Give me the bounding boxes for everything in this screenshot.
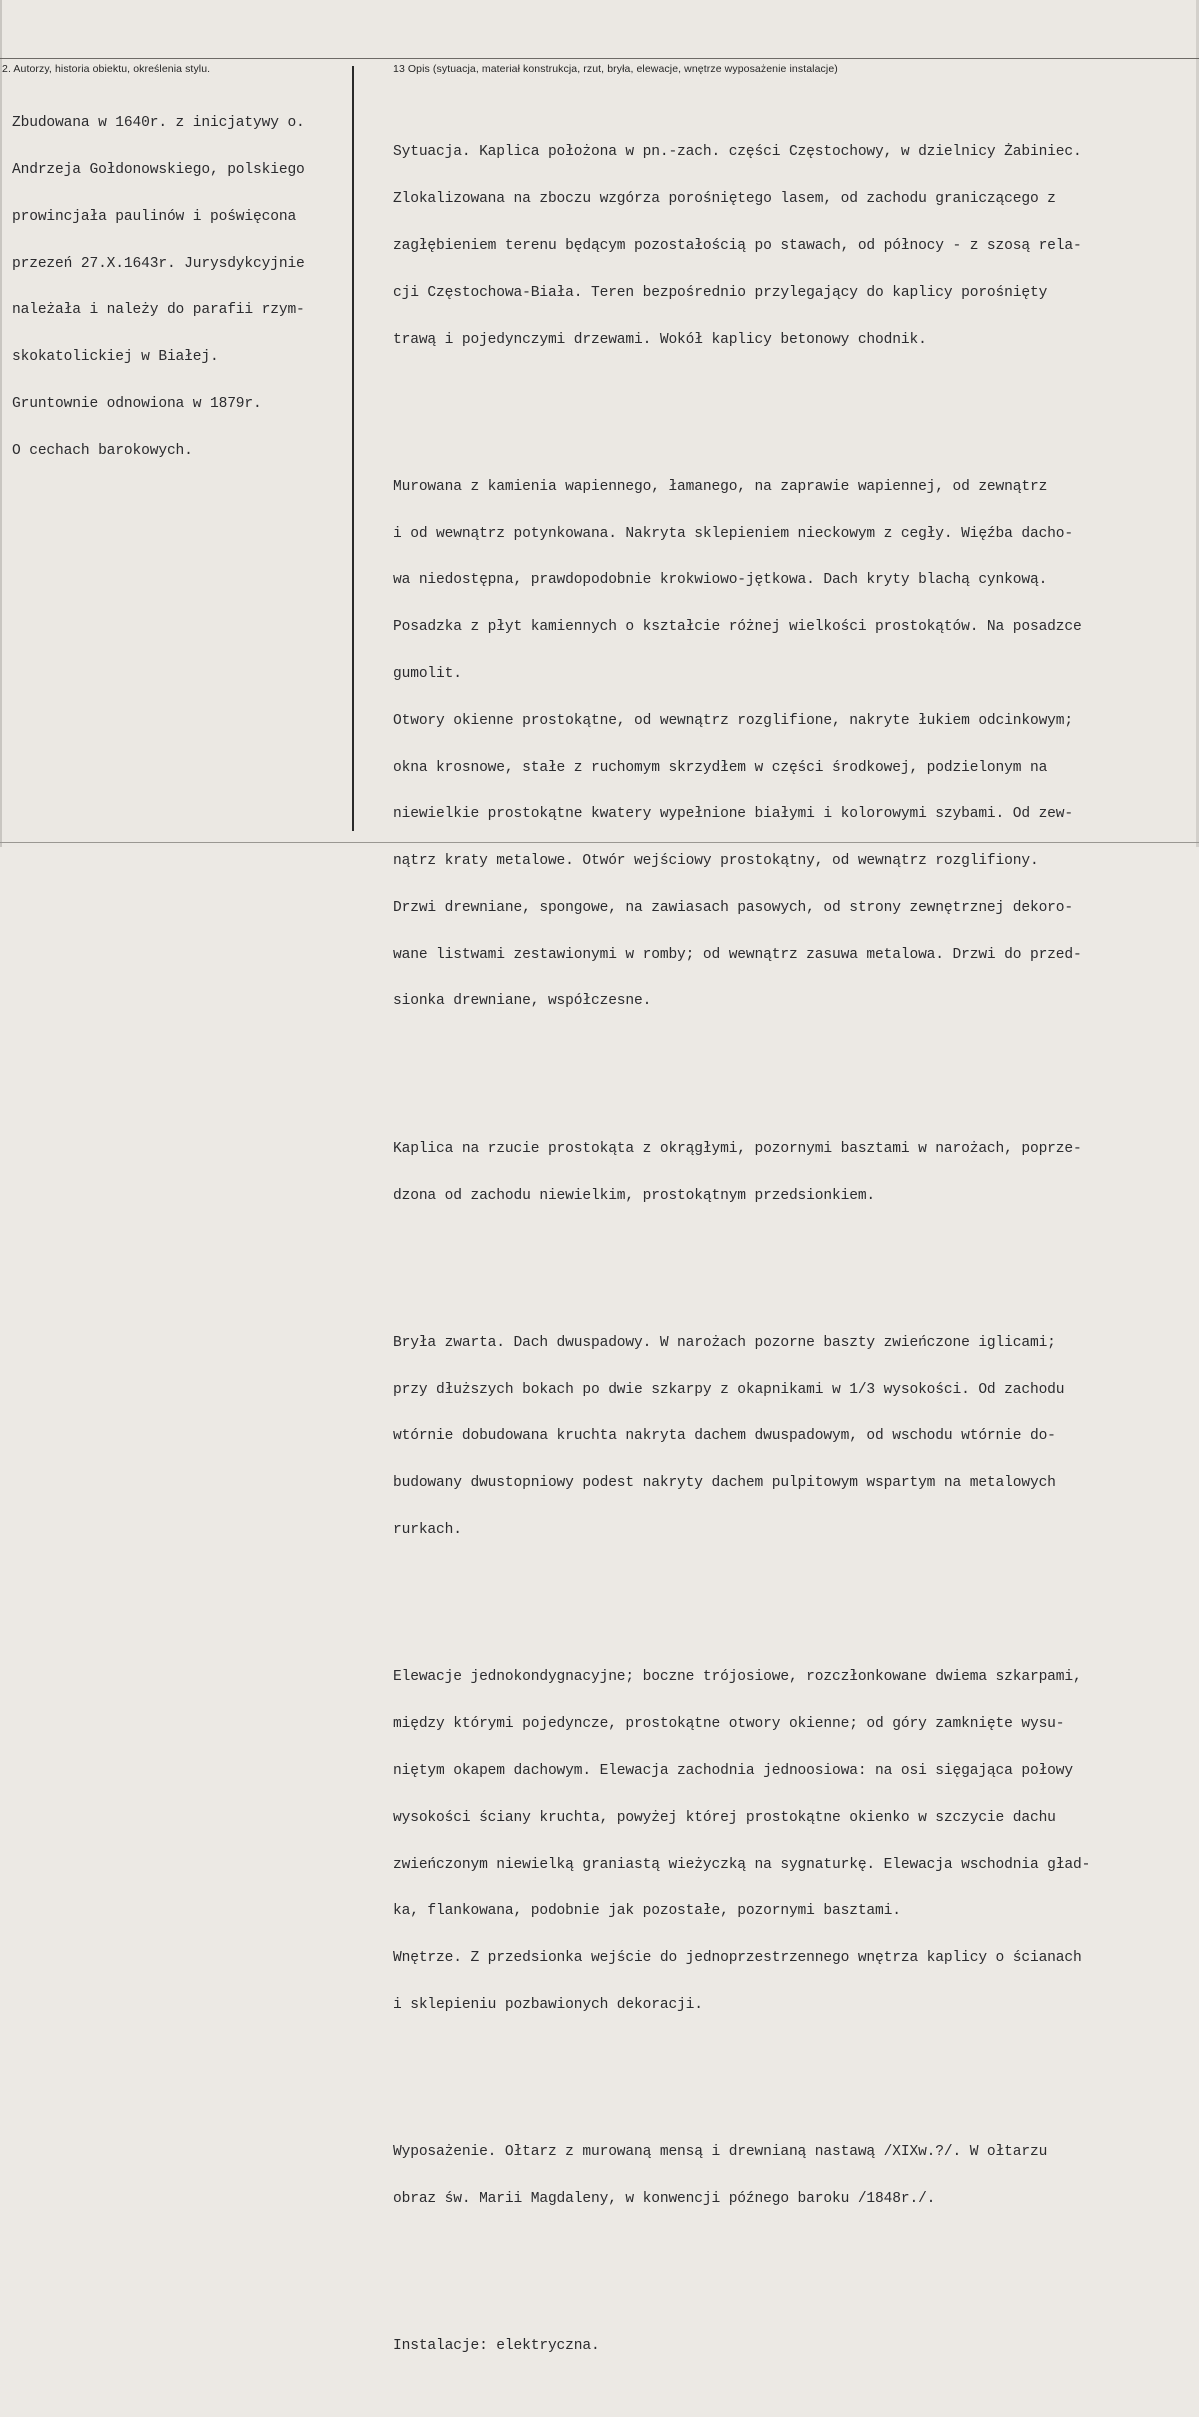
description-line: Posadzka z płyt kamiennych o kształcie różnej wielkości prostokątów. Na posadzce <box>393 619 1082 636</box>
sheet-left-edge <box>0 0 2 847</box>
description-line: między którymi pojedyncze, prostokątne otwory okienne; od góry zamknięte wysu- <box>393 1716 1065 1733</box>
description-line: Bryła zwarta. Dach dwuspadowy. W narożach pozorne baszty zwieńczone iglicami; <box>393 1334 1056 1351</box>
description-line: wtórnie dobudowana kruchta nakryta dachem dwuspadowym, od wschodu wtórnie do- <box>393 1428 1056 1445</box>
description-line: i sklepieniu pozbawionych dekoracji. <box>393 1996 703 2013</box>
description-line: dzona od zachodu niewielkim, prostokątnym przedsionkiem. <box>393 1187 876 1204</box>
description-line: rurkach. <box>393 1522 462 1539</box>
description-line: Wnętrze. Z przedsionka wejście do jednoprzestrzennego wnętrza kaplicy o ścianach <box>393 1950 1082 1967</box>
history-line: prowincjała paulinów i poświęcona <box>12 208 297 225</box>
description-line: wysokości ściany kruchta, powyżej której prostokątne okienko w szczycie dachu <box>393 1809 1056 1826</box>
description-line: wa niedostępna, prawdopodobnie krokwiowo-jętkowa. Dach kryty blachą cynkową. <box>393 572 1048 589</box>
paragraph-elevations-interior <box>393 1639 1193 2044</box>
description-line: Elewacje jednokondygnacyjne; boczne trójosiowe, rozczłonkowane dwiema szkarpami, <box>393 1669 1082 1686</box>
description-line: i od wewnątrz potynkowana. Nakryta sklepieniem nieckowym z cegły. Więźba dacho- <box>393 525 1074 542</box>
description-line: zagłębieniem terenu będącym pozostałością po stawach, od północy - z szosą rela- <box>393 237 1082 254</box>
description-line: wane listwami zestawionymi w romby; od wewnątrz zasuwa metalowa. Drzwi do przed- <box>393 946 1082 963</box>
description-line: Sytuacja. Kaplica położona w pn.-zach. części Częstochowy, w dzielnicy Żabiniec. <box>393 144 1082 161</box>
left-column-header: 2. Autorzy, historia obiektu, określenia stylu. <box>2 63 211 75</box>
description-line: nątrz kraty metalowe. Otwór wejściowy prostokątny, od wewnątrz rozglifiony. <box>393 853 1039 870</box>
column-divider <box>352 66 354 831</box>
description-line: niętym okapem dachowym. Elewacja zachodnia jednoosiowa: na osi sięgająca połowy <box>393 1762 1074 1779</box>
description-line: Murowana z kamienia wapiennego, łamanego, na zaprawie wapiennej, od zewnątrz <box>393 478 1048 495</box>
history-line: O cechach barokowych. <box>12 442 193 459</box>
description-line: Otwory okienne prostokątne, od wewnątrz rozglifione, nakryte łukiem odcinkowym; <box>393 712 1074 729</box>
history-line: skokatolickiej w Białej. <box>12 349 219 366</box>
paragraph-situation <box>393 114 1193 379</box>
description-line: Drzwi drewniane, spongowe, na zawiasach pasowych, od strony zewnętrznej dekoro- <box>393 899 1074 916</box>
description-line: zwieńczonym niewielką graniastą wieżyczką na sygnaturkę. Elewacja wschodnia gład- <box>393 1856 1091 1873</box>
history-text <box>12 85 305 490</box>
paragraph-furnishings <box>393 2114 1193 2239</box>
right-column-header: 13 Opis (sytuacja, materiał konstrukcja, rzut, bryła, elewacje, wnętrze wyposażenie instalacje) <box>393 63 838 75</box>
paragraph-material-construction <box>393 449 1193 1042</box>
description-line: przy dłuższych bokach po dwie szkarpy z okapnikami w 1/3 wysokości. Od zachodu <box>393 1381 1065 1398</box>
description-line: budowany dwustopniowy podest nakryty dachem pulpitowym wspartym na metalowych <box>393 1475 1056 1492</box>
description-line: Zlokalizowana na zboczu wzgórza porośniętego lasem, od zachodu graniczącego z <box>393 191 1056 208</box>
history-line: przezeń 27.X.1643r. Jurysdykcyjnie <box>12 255 305 272</box>
description-line: okna krosnowe, stałe z ruchomym skrzydłem w części środkowej, podzielonym na <box>393 759 1048 776</box>
description-line: cji Częstochowa-Biała. Teren bezpośrednio przylegający do kaplicy porośnięty <box>393 284 1048 301</box>
description-line: Kaplica na rzucie prostokąta z okrągłymi, pozornymi basztami w narożach, poprze- <box>393 1140 1082 1157</box>
description-text <box>393 83 1193 2417</box>
description-line: Instalacje: elektryczna. <box>393 2338 600 2355</box>
description-line: obraz św. Marii Magdaleny, w konwencji późnego baroku /1848r./. <box>393 2190 936 2207</box>
header-rule <box>0 58 1199 59</box>
paragraph-installations <box>393 2308 1193 2386</box>
history-line: Andrzeja Gołdonowskiego, polskiego <box>12 161 305 178</box>
history-line: Zbudowana w 1640r. z inicjatywy o. <box>12 115 305 132</box>
description-line: sionka drewniane, współczesne. <box>393 993 652 1010</box>
description-line: gumolit. <box>393 665 462 682</box>
history-line: Gruntownie odnowiona w 1879r. <box>12 395 262 412</box>
history-line: należała i należy do parafii rzym- <box>12 302 305 319</box>
paragraph-plan <box>393 1111 1193 1236</box>
description-line: Wyposażenie. Ołtarz z murowaną mensą i drewnianą nastawą /XIXw.?/. W ołtarzu <box>393 2144 1048 2161</box>
description-line: niewielkie prostokątne kwatery wypełnione białymi i kolorowymi szybami. Od zew- <box>393 806 1074 823</box>
description-line: ka, flankowana, podobnie jak pozostałe, pozornymi basztami. <box>393 1903 901 1920</box>
paragraph-massing <box>393 1305 1193 1570</box>
description-line: trawą i pojedynczymi drzewami. Wokół kaplicy betonowy chodnik. <box>393 331 927 348</box>
